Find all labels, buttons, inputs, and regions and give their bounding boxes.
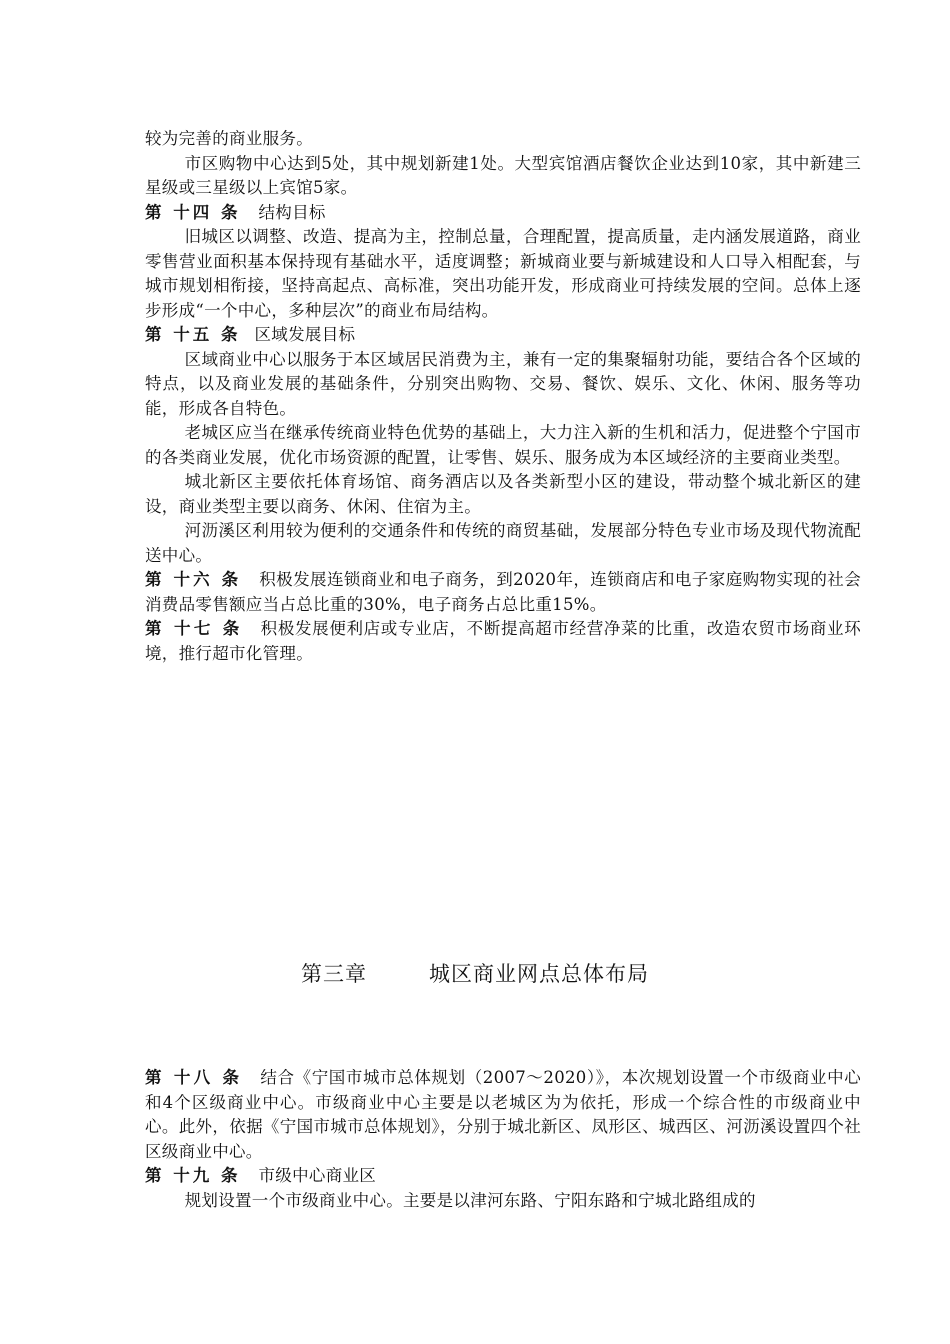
article-17 <box>145 617 861 666</box>
article-15-paragraph-1: 区域商业中心以服务于本区域居民消费为主，兼有一定的集聚辐射功能，要结合各个区域的特点，以及商业发展的基础条件，分别突出购物、交易、餐饮、娱乐、文化、休闲、服务等功能，形成各自特色。 <box>145 349 861 418</box>
article-17-number: 第 十七 条 <box>145 619 243 638</box>
shopping-center-paragraph: 市区购物中心达到5处，其中规划新建1处。大型宾馆酒店餐饮企业达到10家，其中新建三星级或三星级以上宾馆5家。 <box>145 153 861 197</box>
article-19-number: 第 十九 条 <box>145 1166 241 1185</box>
article-17-text: 积极发展便利店或专业店，不断提高超市经营净菜的比重，改造农贸市场商业环境，推行超市化管理。 <box>145 619 861 663</box>
continuation-paragraph: 较为完善的商业服务。 <box>145 129 313 148</box>
article-16-number: 第 十六 条 <box>145 570 242 589</box>
chapter-number: 第三章 <box>301 962 367 986</box>
article-14-paragraph: 旧城区以调整、改造、提高为主，控制总量，合理配置，提高质量，走内涵发展道路，商业零售营业面积基本保持现有基础水平，适度调整；新城商业要与新城建设和人口导入相配套，与城市规划相衔接，坚持高起点、高标准，突出功能开发，形成商业可持续发展的空间。总体上逐步形成“一个中心，多种层次”的商业布局结构。 <box>145 227 861 320</box>
article-15-paragraph-4: 河沥溪区利用较为便利的交通条件和传统的商贸基础，发展部分特色专业市场及现代物流配送中心。 <box>145 521 861 565</box>
article-15-title: 区域发展目标 <box>254 325 356 344</box>
article-19-title: 市级中心商业区 <box>258 1166 377 1185</box>
article-19-heading <box>145 1164 861 1189</box>
article-16 <box>145 568 861 617</box>
article-18-text: 结合《宁国市城市总体规划（2007～2020）》，本次规划设置一个市级商业中心和4个区级商业中心。市级商业中心主要是以老城区为为依托，形成一个综合性的市级商业中心。此外，依据《宁国市城市总体规划》，分别于城北新区、凤形区、城西区、河沥溪设置四个社区级商业中心。 <box>145 1068 861 1161</box>
article-15-number: 第 十五 条 <box>145 325 241 344</box>
article-16-text: 积极发展连锁商业和电子商务，到2020年，连锁商店和电子家庭购物实现的社会消费品零售额应当占总比重的30%，电子商务占总比重15%。 <box>145 570 861 614</box>
article-14-heading <box>145 201 861 226</box>
article-14-number: 第 十四 条 <box>145 202 241 222</box>
article-15-heading <box>145 323 861 348</box>
upper-text-block <box>145 127 861 666</box>
chapter-heading <box>0 958 950 988</box>
article-14-title: 结构目标 <box>258 202 326 222</box>
lower-text-block <box>145 1066 861 1213</box>
article-18 <box>145 1066 861 1164</box>
article-18-number: 第 十八 条 <box>145 1068 243 1087</box>
article-19-paragraph: 规划设置一个市级商业中心。主要是以津河东路、宁阳东路和宁城北路组成的 <box>184 1190 756 1210</box>
article-15-paragraph-2: 老城区应当在继承传统商业特色优势的基础上，大力注入新的生机和活力，促进整个宁国市的各类商业发展，优化市场资源的配置，让零售、娱乐、服务成为本区域经济的主要商业类型。 <box>145 423 861 467</box>
article-15-paragraph-3: 城北新区主要依托体育场馆、商务酒店以及各类新型小区的建设，带动整个城北新区的建设，商业类型主要以商务、休闲、住宿为主。 <box>145 472 861 516</box>
chapter-title: 城区商业网点总体布局 <box>429 962 649 986</box>
